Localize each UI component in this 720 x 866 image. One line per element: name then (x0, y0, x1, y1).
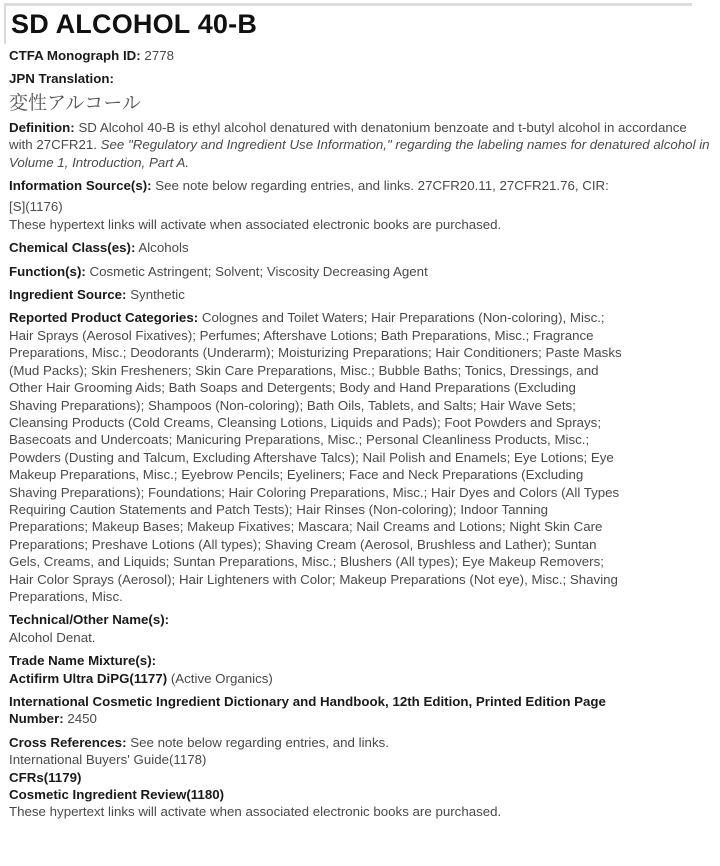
product-categories-line: Powders (Dusting and Talcum, Excluding Aftershave Talcs); Nail Polish and Enamels; Eye Lotions; Eye (9, 449, 614, 465)
technical-names-value: Alcohol Denat. (9, 629, 96, 645)
cross-references-label: Cross References: (9, 734, 127, 750)
product-categories-line: Shaving Preparations); Foundations; Hair Coloring Preparations, Misc.; Hair Dyes and Colors (All Types (9, 484, 620, 500)
product-categories-row (9, 309, 714, 605)
product-categories-line: Makeup Preparations, Misc.; Eyebrow Pencils; Eyeliners; Face and Neck Preparations (Excluding (9, 467, 584, 483)
ingredient-source-value: Synthetic (130, 287, 185, 303)
trade-mixture-link[interactable]: Actifirm Ultra DiPG(1177) (9, 670, 168, 686)
product-categories-line: Preparations, Misc. (9, 588, 123, 604)
product-categories-line: Basecoats and Undercoats; Manicuring Preparations, Misc.; Personal Cleanliness Products, Misc.; (9, 432, 590, 448)
cross-reference-link-cfrs[interactable]: CFRs(1179) (9, 769, 82, 785)
dictionary-label-cont: Number: (9, 711, 64, 727)
dictionary-label: International Cosmetic Ingredient Dictionary and Handbook, 12th Edition, Printed Edition Page (9, 694, 606, 709)
product-categories-line: Gels, Creams, and Liquids; Suntan Preparations, Misc.; Blushers (All types); Eye Makeup Removers; (9, 554, 604, 570)
trade-mixtures-label: Trade Name Mixture(s): (9, 653, 157, 669)
product-categories-line: Preparations, Misc.; Deodorants (Underarm); Moisturizing Preparations; Hair Conditioners; Paste Masks (9, 345, 622, 361)
functions-label: Function(s): (9, 263, 86, 279)
cross-reference-link-buyers-guide[interactable]: International Buyers' Guide(1178) (9, 752, 207, 768)
definition-row (9, 119, 714, 171)
trade-mixtures-row (9, 652, 714, 687)
product-categories-line: Hair Sprays (Aerosol Fixatives); Perfumes; Aftershave Lotions; Bath Preparations, Misc.; Fragrance (9, 327, 594, 343)
product-categories-line: Other Hair Grooming Aids; Bath Soaps and Detergents; Body and Hand Preparations (Excluding (9, 380, 576, 396)
information-sources-note: These hypertext links will activate when associated electronic books are purchased. (9, 216, 502, 232)
technical-names-row (9, 611, 714, 646)
dictionary-row (9, 693, 714, 728)
jpn-translation-label: JPN Translation: (9, 71, 114, 87)
information-sources-link[interactable]: [S](1176) (9, 199, 63, 215)
product-categories-label: Reported Product Categories: (9, 310, 199, 326)
product-categories-line: (Mud Packs); Skin Fresheners; Skin Care Preparations, Misc.; Bubble Baths; Tonics, Dressings, and (9, 362, 599, 378)
title-container (4, 6, 257, 44)
ingredient-source-label: Ingredient Source: (9, 287, 127, 303)
information-sources-row (9, 177, 714, 233)
jpn-translation-value: 変性アルコール (9, 91, 141, 114)
functions-value: Cosmetic Astringent; Solvent; Viscosity Decreasing Agent (89, 263, 428, 279)
definition-note: See "Regulatory and Ingredient Use Information," regarding the labeling names for denatured alcohol in Volume 1, Introduction, Part A. (9, 137, 710, 170)
product-categories-line: Shaving Preparations); Shampoos (Non-coloring); Bath Oils, Tablets, and Salts; Hair Wave Sets; (9, 397, 576, 413)
product-categories-line: Hair Color Sprays (Aerosol); Hair Lighteners with Color; Makeup Preparations (Not eye), Misc.; Shaving (9, 571, 618, 587)
product-categories-line: Preparations; Makeup Bases; Makeup Fixatives; Mascara; Nail Creams and Lotions; Night Skin Care (9, 519, 603, 535)
chemical-class-row (9, 239, 714, 256)
definition-text: SD Alcohol 40-B is ethyl alcohol denatured with denatonium benzoate and t-butyl alcohol in accordance with 27CFR21. (9, 119, 687, 153)
product-categories-line: Preparations; Preshave Lotions (All types); Shaving Cream (Aerosol, Brushless and Lather); Suntan (9, 536, 597, 552)
product-categories-line: Cleansing Products (Cold Creams, Cleansing Lotions, Liquids and Pads); Foot Powders and Sprays; (9, 414, 602, 430)
cross-references-text: See note below regarding entries, and links. (130, 734, 389, 750)
product-categories-line: Colognes and Toilet Waters; Hair Preparations (Non-coloring), Misc.; (201, 310, 605, 326)
monograph-id-label: CTFA Monograph ID: (9, 48, 141, 63)
technical-names-label: Technical/Other Name(s): (9, 612, 170, 628)
definition-label: Definition: (9, 119, 75, 135)
monograph-id-value: 2778 (144, 48, 175, 63)
trade-mixture-company: (Active Organics) (170, 670, 273, 686)
jpn-translation-row (9, 70, 714, 87)
product-categories-line: Requiring Caution Statements and Patch Tests); Hair Rinses (Non-coloring); Indoor Tanning (9, 501, 549, 517)
dictionary-page-number: 2450 (67, 711, 97, 727)
cross-reference-link-cir[interactable]: Cosmetic Ingredient Review(1180) (9, 787, 225, 803)
functions-row (9, 263, 714, 280)
ingredient-source-row (9, 286, 714, 303)
monograph-content (9, 47, 714, 827)
cross-references-row (9, 734, 714, 821)
chemical-class-value: Alcohols (138, 240, 189, 256)
monograph-id-row (9, 47, 714, 64)
information-sources-label: Information Source(s): (9, 178, 152, 194)
chemical-class-label: Chemical Class(es): (9, 240, 136, 256)
page-title: SD ALCOHOL 40-B (11, 9, 258, 39)
information-sources-text: See note below regarding entries, and links. 27CFR20.11, 27CFR21.76, CIR: (155, 178, 609, 194)
cross-references-note: These hypertext links will activate when associated electronic books are purchased. (9, 804, 502, 820)
